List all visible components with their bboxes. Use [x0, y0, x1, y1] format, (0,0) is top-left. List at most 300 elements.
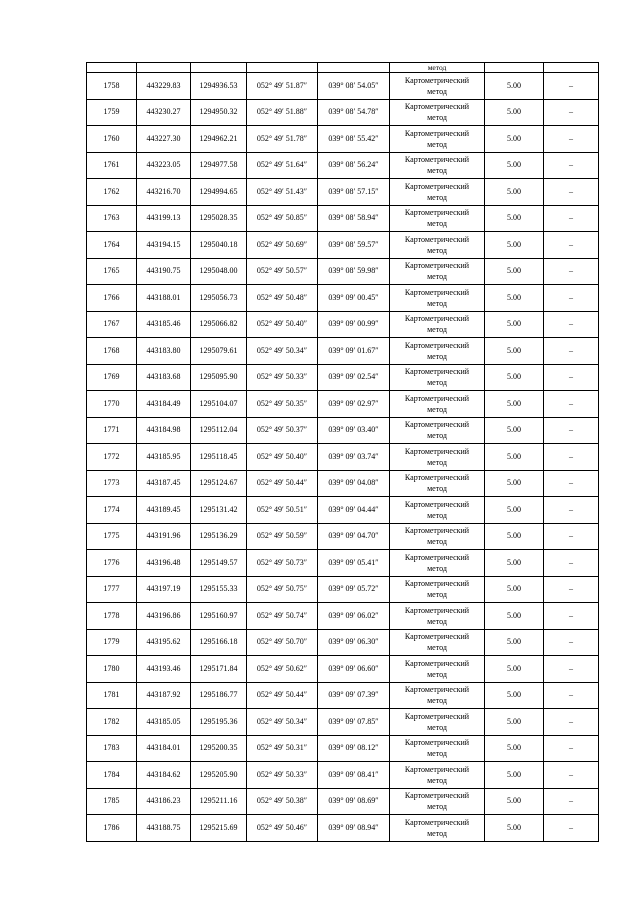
point-number-cell: 1778: [87, 603, 137, 630]
latitude-cell: 052° 49′ 50.44″: [247, 682, 318, 709]
empty-cell: [137, 63, 191, 73]
longitude-cell: 039° 09′ 07.85″: [318, 709, 390, 736]
method-cell: [390, 523, 485, 550]
table-row: [87, 735, 599, 762]
accuracy-cell: 5.00: [485, 470, 544, 497]
table-row: [87, 629, 599, 656]
latitude-cell: 052° 49′ 50.62″: [247, 656, 318, 683]
y-coordinate-cell: 1295112.04: [191, 417, 247, 444]
accuracy-cell: 5.00: [485, 285, 544, 312]
latitude-cell: 052° 49′ 50.34″: [247, 338, 318, 365]
latitude-cell: 052° 49′ 50.37″: [247, 417, 318, 444]
point-number-cell: 1781: [87, 682, 137, 709]
accuracy-cell: 5.00: [485, 391, 544, 418]
description-cell: –: [544, 179, 599, 206]
method-cell: [390, 470, 485, 497]
method-cell: [390, 762, 485, 789]
empty-cell: [485, 63, 544, 73]
method-cell: [390, 629, 485, 656]
x-coordinate-cell: 443185.46: [137, 311, 191, 338]
description-cell: –: [544, 391, 599, 418]
description-cell: –: [544, 497, 599, 524]
method-line-1: Картометрический: [404, 446, 470, 456]
accuracy-cell: 5.00: [485, 232, 544, 259]
y-coordinate-cell: 1295056.73: [191, 285, 247, 312]
empty-cell: [247, 63, 318, 73]
method-line-1: Картометрический: [404, 579, 470, 589]
table-row: [87, 470, 599, 497]
longitude-cell: 039° 08′ 59.98″: [318, 258, 390, 285]
y-coordinate-cell: 1295066.82: [191, 311, 247, 338]
longitude-cell: 039° 09′ 03.40″: [318, 417, 390, 444]
description-cell: –: [544, 417, 599, 444]
accuracy-cell: 5.00: [485, 523, 544, 550]
accuracy-cell: 5.00: [485, 497, 544, 524]
y-coordinate-cell: 1295028.35: [191, 205, 247, 232]
method-fragment-cell: метод: [390, 63, 485, 73]
method-line-1: Картометрический: [404, 552, 470, 562]
method-line-1: Картометрический: [404, 817, 470, 827]
description-cell: –: [544, 735, 599, 762]
accuracy-cell: 5.00: [485, 788, 544, 815]
method-line-2: метод: [427, 431, 447, 441]
y-coordinate-cell: 1295215.69: [191, 815, 247, 842]
y-coordinate-cell: 1295079.61: [191, 338, 247, 365]
longitude-cell: 039° 08′ 56.24″: [318, 152, 390, 179]
description-cell: –: [544, 550, 599, 577]
y-coordinate-cell: 1295166.18: [191, 629, 247, 656]
method-line-2: метод: [427, 219, 447, 229]
y-coordinate-cell: 1295205.90: [191, 762, 247, 789]
point-number-cell: 1784: [87, 762, 137, 789]
latitude-cell: 052° 49′ 50.48″: [247, 285, 318, 312]
method-line-1: Картометрический: [404, 658, 470, 668]
point-number-cell: 1761: [87, 152, 137, 179]
x-coordinate-cell: 443196.86: [137, 603, 191, 630]
accuracy-cell: 5.00: [485, 152, 544, 179]
method-line-2: метод: [427, 749, 447, 759]
x-coordinate-cell: 443185.05: [137, 709, 191, 736]
method-line-2: метод: [427, 643, 447, 653]
latitude-cell: 052° 49′ 50.75″: [247, 576, 318, 603]
point-number-cell: 1771: [87, 417, 137, 444]
method-cell: [390, 417, 485, 444]
latitude-cell: 052° 49′ 50.34″: [247, 709, 318, 736]
point-number-cell: 1769: [87, 364, 137, 391]
method-cell: [390, 682, 485, 709]
point-number-cell: 1782: [87, 709, 137, 736]
accuracy-cell: 5.00: [485, 656, 544, 683]
y-coordinate-cell: 1295104.07: [191, 391, 247, 418]
accuracy-cell: 5.00: [485, 550, 544, 577]
y-coordinate-cell: 1295040.18: [191, 232, 247, 259]
x-coordinate-cell: 443194.15: [137, 232, 191, 259]
method-line-2: метод: [427, 537, 447, 547]
table-body: [87, 63, 599, 842]
point-number-cell: 1779: [87, 629, 137, 656]
longitude-cell: 039° 09′ 00.99″: [318, 311, 390, 338]
point-number-cell: 1762: [87, 179, 137, 206]
x-coordinate-cell: 443184.49: [137, 391, 191, 418]
method-line-1: Картометрический: [404, 314, 470, 324]
method-line-1: Картометрический: [404, 685, 470, 695]
description-cell: –: [544, 470, 599, 497]
method-line-1: Картометрический: [404, 234, 470, 244]
method-line-1: Картометрический: [404, 181, 470, 191]
table-row: [87, 311, 599, 338]
accuracy-cell: 5.00: [485, 99, 544, 126]
longitude-cell: 039° 08′ 54.78″: [318, 99, 390, 126]
method-line-1: Картометрический: [404, 526, 470, 536]
method-line-2: метод: [427, 404, 447, 414]
table-row: [87, 603, 599, 630]
method-cell: [390, 576, 485, 603]
x-coordinate-cell: 443188.01: [137, 285, 191, 312]
description-cell: –: [544, 73, 599, 100]
method-line-2: метод: [427, 590, 447, 600]
method-line-2: метод: [427, 351, 447, 361]
method-line-2: метод: [427, 86, 447, 96]
description-cell: –: [544, 338, 599, 365]
method-line-1: Картометрический: [404, 499, 470, 509]
latitude-cell: 052° 49′ 50.69″: [247, 232, 318, 259]
method-cell: [390, 550, 485, 577]
x-coordinate-cell: 443229.83: [137, 73, 191, 100]
y-coordinate-cell: 1295155.33: [191, 576, 247, 603]
latitude-cell: 052° 49′ 50.33″: [247, 762, 318, 789]
x-coordinate-cell: 443187.92: [137, 682, 191, 709]
method-line-2: метод: [427, 669, 447, 679]
latitude-cell: 052° 49′ 50.73″: [247, 550, 318, 577]
accuracy-cell: 5.00: [485, 815, 544, 842]
method-line-1: Картометрический: [404, 393, 470, 403]
y-coordinate-cell: 1295186.77: [191, 682, 247, 709]
method-line-1: Картометрический: [404, 764, 470, 774]
accuracy-cell: 5.00: [485, 311, 544, 338]
point-number-cell: 1766: [87, 285, 137, 312]
longitude-cell: 039° 08′ 55.42″: [318, 126, 390, 153]
method-cell: [390, 99, 485, 126]
y-coordinate-cell: 1294950.32: [191, 99, 247, 126]
method-cell: [390, 338, 485, 365]
description-cell: –: [544, 682, 599, 709]
continuation-row: [87, 63, 599, 73]
point-number-cell: 1772: [87, 444, 137, 471]
table-row: [87, 73, 599, 100]
longitude-cell: 039° 09′ 06.02″: [318, 603, 390, 630]
table-row: [87, 152, 599, 179]
x-coordinate-cell: 443191.96: [137, 523, 191, 550]
latitude-cell: 052° 49′ 50.74″: [247, 603, 318, 630]
point-number-cell: 1759: [87, 99, 137, 126]
method-cell: [390, 232, 485, 259]
longitude-cell: 039° 09′ 06.30″: [318, 629, 390, 656]
accuracy-cell: 5.00: [485, 709, 544, 736]
method-line-2: метод: [427, 272, 447, 282]
method-line-2: метод: [427, 192, 447, 202]
method-line-1: Картометрический: [404, 711, 470, 721]
accuracy-cell: 5.00: [485, 417, 544, 444]
method-line-2: метод: [427, 139, 447, 149]
x-coordinate-cell: 443223.05: [137, 152, 191, 179]
description-cell: –: [544, 709, 599, 736]
method-line-1: Картометрический: [404, 102, 470, 112]
method-line-2: метод: [427, 510, 447, 520]
method-line-1: Картометрический: [404, 155, 470, 165]
point-number-cell: 1783: [87, 735, 137, 762]
accuracy-cell: 5.00: [485, 762, 544, 789]
point-number-cell: 1770: [87, 391, 137, 418]
method-line-2: метод: [427, 563, 447, 573]
y-coordinate-cell: 1295171.84: [191, 656, 247, 683]
table-row: [87, 815, 599, 842]
empty-cell: [544, 63, 599, 73]
longitude-cell: 039° 08′ 58.94″: [318, 205, 390, 232]
latitude-cell: 052° 49′ 50.38″: [247, 788, 318, 815]
latitude-cell: 052° 49′ 50.33″: [247, 364, 318, 391]
method-line-1: Картометрический: [404, 287, 470, 297]
longitude-cell: 039° 09′ 02.97″: [318, 391, 390, 418]
method-line-1: Картометрический: [404, 340, 470, 350]
accuracy-cell: 5.00: [485, 73, 544, 100]
longitude-cell: 039° 09′ 06.60″: [318, 656, 390, 683]
method-cell: [390, 126, 485, 153]
point-number-cell: 1765: [87, 258, 137, 285]
method-cell: [390, 735, 485, 762]
accuracy-cell: 5.00: [485, 205, 544, 232]
latitude-cell: 052° 49′ 50.85″: [247, 205, 318, 232]
method-line-1: Картометрический: [404, 208, 470, 218]
x-coordinate-cell: 443230.27: [137, 99, 191, 126]
method-cell: [390, 73, 485, 100]
x-coordinate-cell: 443187.45: [137, 470, 191, 497]
method-cell: [390, 603, 485, 630]
longitude-cell: 039° 09′ 03.74″: [318, 444, 390, 471]
latitude-cell: 052° 49′ 50.57″: [247, 258, 318, 285]
description-cell: –: [544, 126, 599, 153]
description-cell: –: [544, 232, 599, 259]
x-coordinate-cell: 443183.68: [137, 364, 191, 391]
x-coordinate-cell: 443184.98: [137, 417, 191, 444]
method-line-2: метод: [427, 298, 447, 308]
latitude-cell: 052° 49′ 50.35″: [247, 391, 318, 418]
method-line-1: Картометрический: [404, 738, 470, 748]
longitude-cell: 039° 09′ 01.67″: [318, 338, 390, 365]
method-line-2: метод: [427, 325, 447, 335]
method-cell: [390, 205, 485, 232]
description-cell: –: [544, 576, 599, 603]
x-coordinate-cell: 443184.62: [137, 762, 191, 789]
accuracy-cell: 5.00: [485, 126, 544, 153]
method-line-1: Картометрический: [404, 791, 470, 801]
x-coordinate-cell: 443185.95: [137, 444, 191, 471]
method-cell: [390, 391, 485, 418]
table-row: [87, 364, 599, 391]
description-cell: –: [544, 258, 599, 285]
point-number-cell: 1774: [87, 497, 137, 524]
y-coordinate-cell: 1294994.65: [191, 179, 247, 206]
point-number-cell: 1758: [87, 73, 137, 100]
latitude-cell: 052° 49′ 51.64″: [247, 152, 318, 179]
description-cell: –: [544, 364, 599, 391]
y-coordinate-cell: 1295149.57: [191, 550, 247, 577]
method-cell: [390, 656, 485, 683]
longitude-cell: 039° 09′ 08.94″: [318, 815, 390, 842]
table-row: [87, 285, 599, 312]
longitude-cell: 039° 09′ 05.72″: [318, 576, 390, 603]
point-number-cell: 1767: [87, 311, 137, 338]
table-row: [87, 179, 599, 206]
longitude-cell: 039° 09′ 05.41″: [318, 550, 390, 577]
table-row: [87, 550, 599, 577]
description-cell: –: [544, 815, 599, 842]
longitude-cell: 039° 09′ 04.44″: [318, 497, 390, 524]
method-cell: [390, 815, 485, 842]
point-number-cell: 1780: [87, 656, 137, 683]
table-row: [87, 682, 599, 709]
accuracy-cell: 5.00: [485, 338, 544, 365]
method-line-1: Картометрический: [404, 128, 470, 138]
y-coordinate-cell: 1295118.45: [191, 444, 247, 471]
description-cell: –: [544, 656, 599, 683]
table-row: [87, 99, 599, 126]
longitude-cell: 039° 09′ 02.54″: [318, 364, 390, 391]
longitude-cell: 039° 09′ 04.70″: [318, 523, 390, 550]
latitude-cell: 052° 49′ 50.31″: [247, 735, 318, 762]
method-cell: [390, 709, 485, 736]
method-line-1: Картометрический: [404, 632, 470, 642]
point-number-cell: 1785: [87, 788, 137, 815]
latitude-cell: 052° 49′ 50.44″: [247, 470, 318, 497]
latitude-cell: 052° 49′ 51.87″: [247, 73, 318, 100]
method-line-2: метод: [427, 245, 447, 255]
method-line-2: метод: [427, 828, 447, 838]
x-coordinate-cell: 443195.62: [137, 629, 191, 656]
table-row: [87, 391, 599, 418]
point-number-cell: 1776: [87, 550, 137, 577]
description-cell: –: [544, 285, 599, 312]
y-coordinate-cell: 1295124.67: [191, 470, 247, 497]
table-row: [87, 497, 599, 524]
coordinates-table: [86, 62, 599, 842]
longitude-cell: 039° 09′ 00.45″: [318, 285, 390, 312]
point-number-cell: 1786: [87, 815, 137, 842]
latitude-cell: 052° 49′ 50.40″: [247, 444, 318, 471]
latitude-cell: 052° 49′ 50.46″: [247, 815, 318, 842]
longitude-cell: 039° 09′ 08.69″: [318, 788, 390, 815]
x-coordinate-cell: 443183.80: [137, 338, 191, 365]
y-coordinate-cell: 1295195.36: [191, 709, 247, 736]
longitude-cell: 039° 09′ 08.41″: [318, 762, 390, 789]
table-row: [87, 205, 599, 232]
table-row: [87, 444, 599, 471]
method-cell: [390, 788, 485, 815]
method-cell: [390, 311, 485, 338]
y-coordinate-cell: 1295200.35: [191, 735, 247, 762]
description-cell: –: [544, 152, 599, 179]
description-cell: –: [544, 603, 599, 630]
table-row: [87, 576, 599, 603]
method-line-2: метод: [427, 166, 447, 176]
y-coordinate-cell: 1295095.90: [191, 364, 247, 391]
empty-cell: [191, 63, 247, 73]
point-number-cell: 1760: [87, 126, 137, 153]
method-line-2: метод: [427, 113, 447, 123]
point-number-cell: 1768: [87, 338, 137, 365]
method-line-1: Картометрический: [404, 473, 470, 483]
x-coordinate-cell: 443196.48: [137, 550, 191, 577]
method-cell: [390, 152, 485, 179]
point-number-cell: 1777: [87, 576, 137, 603]
longitude-cell: 039° 09′ 07.39″: [318, 682, 390, 709]
table-row: [87, 232, 599, 259]
table-row: [87, 126, 599, 153]
y-coordinate-cell: 1295160.97: [191, 603, 247, 630]
method-line-1: Картометрический: [404, 261, 470, 271]
point-number-cell: 1775: [87, 523, 137, 550]
x-coordinate-cell: 443197.19: [137, 576, 191, 603]
latitude-cell: 052° 49′ 50.40″: [247, 311, 318, 338]
point-number-cell: 1763: [87, 205, 137, 232]
y-coordinate-cell: 1294936.53: [191, 73, 247, 100]
longitude-cell: 039° 09′ 08.12″: [318, 735, 390, 762]
method-line-1: Картометрический: [404, 420, 470, 430]
method-cell: [390, 497, 485, 524]
table-row: [87, 417, 599, 444]
table-row: [87, 762, 599, 789]
latitude-cell: 052° 49′ 51.88″: [247, 99, 318, 126]
point-number-cell: 1773: [87, 470, 137, 497]
method-line-2: метод: [427, 802, 447, 812]
x-coordinate-cell: 443189.45: [137, 497, 191, 524]
method-cell: [390, 285, 485, 312]
latitude-cell: 052° 49′ 51.43″: [247, 179, 318, 206]
longitude-cell: 039° 08′ 57.15″: [318, 179, 390, 206]
longitude-cell: 039° 09′ 04.08″: [318, 470, 390, 497]
longitude-cell: 039° 08′ 59.57″: [318, 232, 390, 259]
method-line-1: Картометрический: [404, 75, 470, 85]
method-line-1: Картометрический: [404, 367, 470, 377]
description-cell: –: [544, 762, 599, 789]
method-line-2: метод: [427, 775, 447, 785]
table-row: [87, 788, 599, 815]
method-cell: [390, 258, 485, 285]
description-cell: –: [544, 523, 599, 550]
accuracy-cell: 5.00: [485, 735, 544, 762]
latitude-cell: 052° 49′ 50.51″: [247, 497, 318, 524]
table-row: [87, 656, 599, 683]
coordinates-table-page: [86, 62, 598, 842]
latitude-cell: 052° 49′ 51.78″: [247, 126, 318, 153]
description-cell: –: [544, 444, 599, 471]
description-cell: –: [544, 99, 599, 126]
method-line-2: метод: [427, 484, 447, 494]
latitude-cell: 052° 49′ 50.70″: [247, 629, 318, 656]
latitude-cell: 052° 49′ 50.59″: [247, 523, 318, 550]
y-coordinate-cell: 1295131.42: [191, 497, 247, 524]
empty-cell: [318, 63, 390, 73]
description-cell: –: [544, 311, 599, 338]
method-line-2: метод: [427, 696, 447, 706]
method-line-2: метод: [427, 457, 447, 467]
x-coordinate-cell: 443186.23: [137, 788, 191, 815]
x-coordinate-cell: 443193.46: [137, 656, 191, 683]
table-row: [87, 709, 599, 736]
method-cell: [390, 179, 485, 206]
x-coordinate-cell: 443216.70: [137, 179, 191, 206]
accuracy-cell: 5.00: [485, 576, 544, 603]
accuracy-cell: 5.00: [485, 364, 544, 391]
